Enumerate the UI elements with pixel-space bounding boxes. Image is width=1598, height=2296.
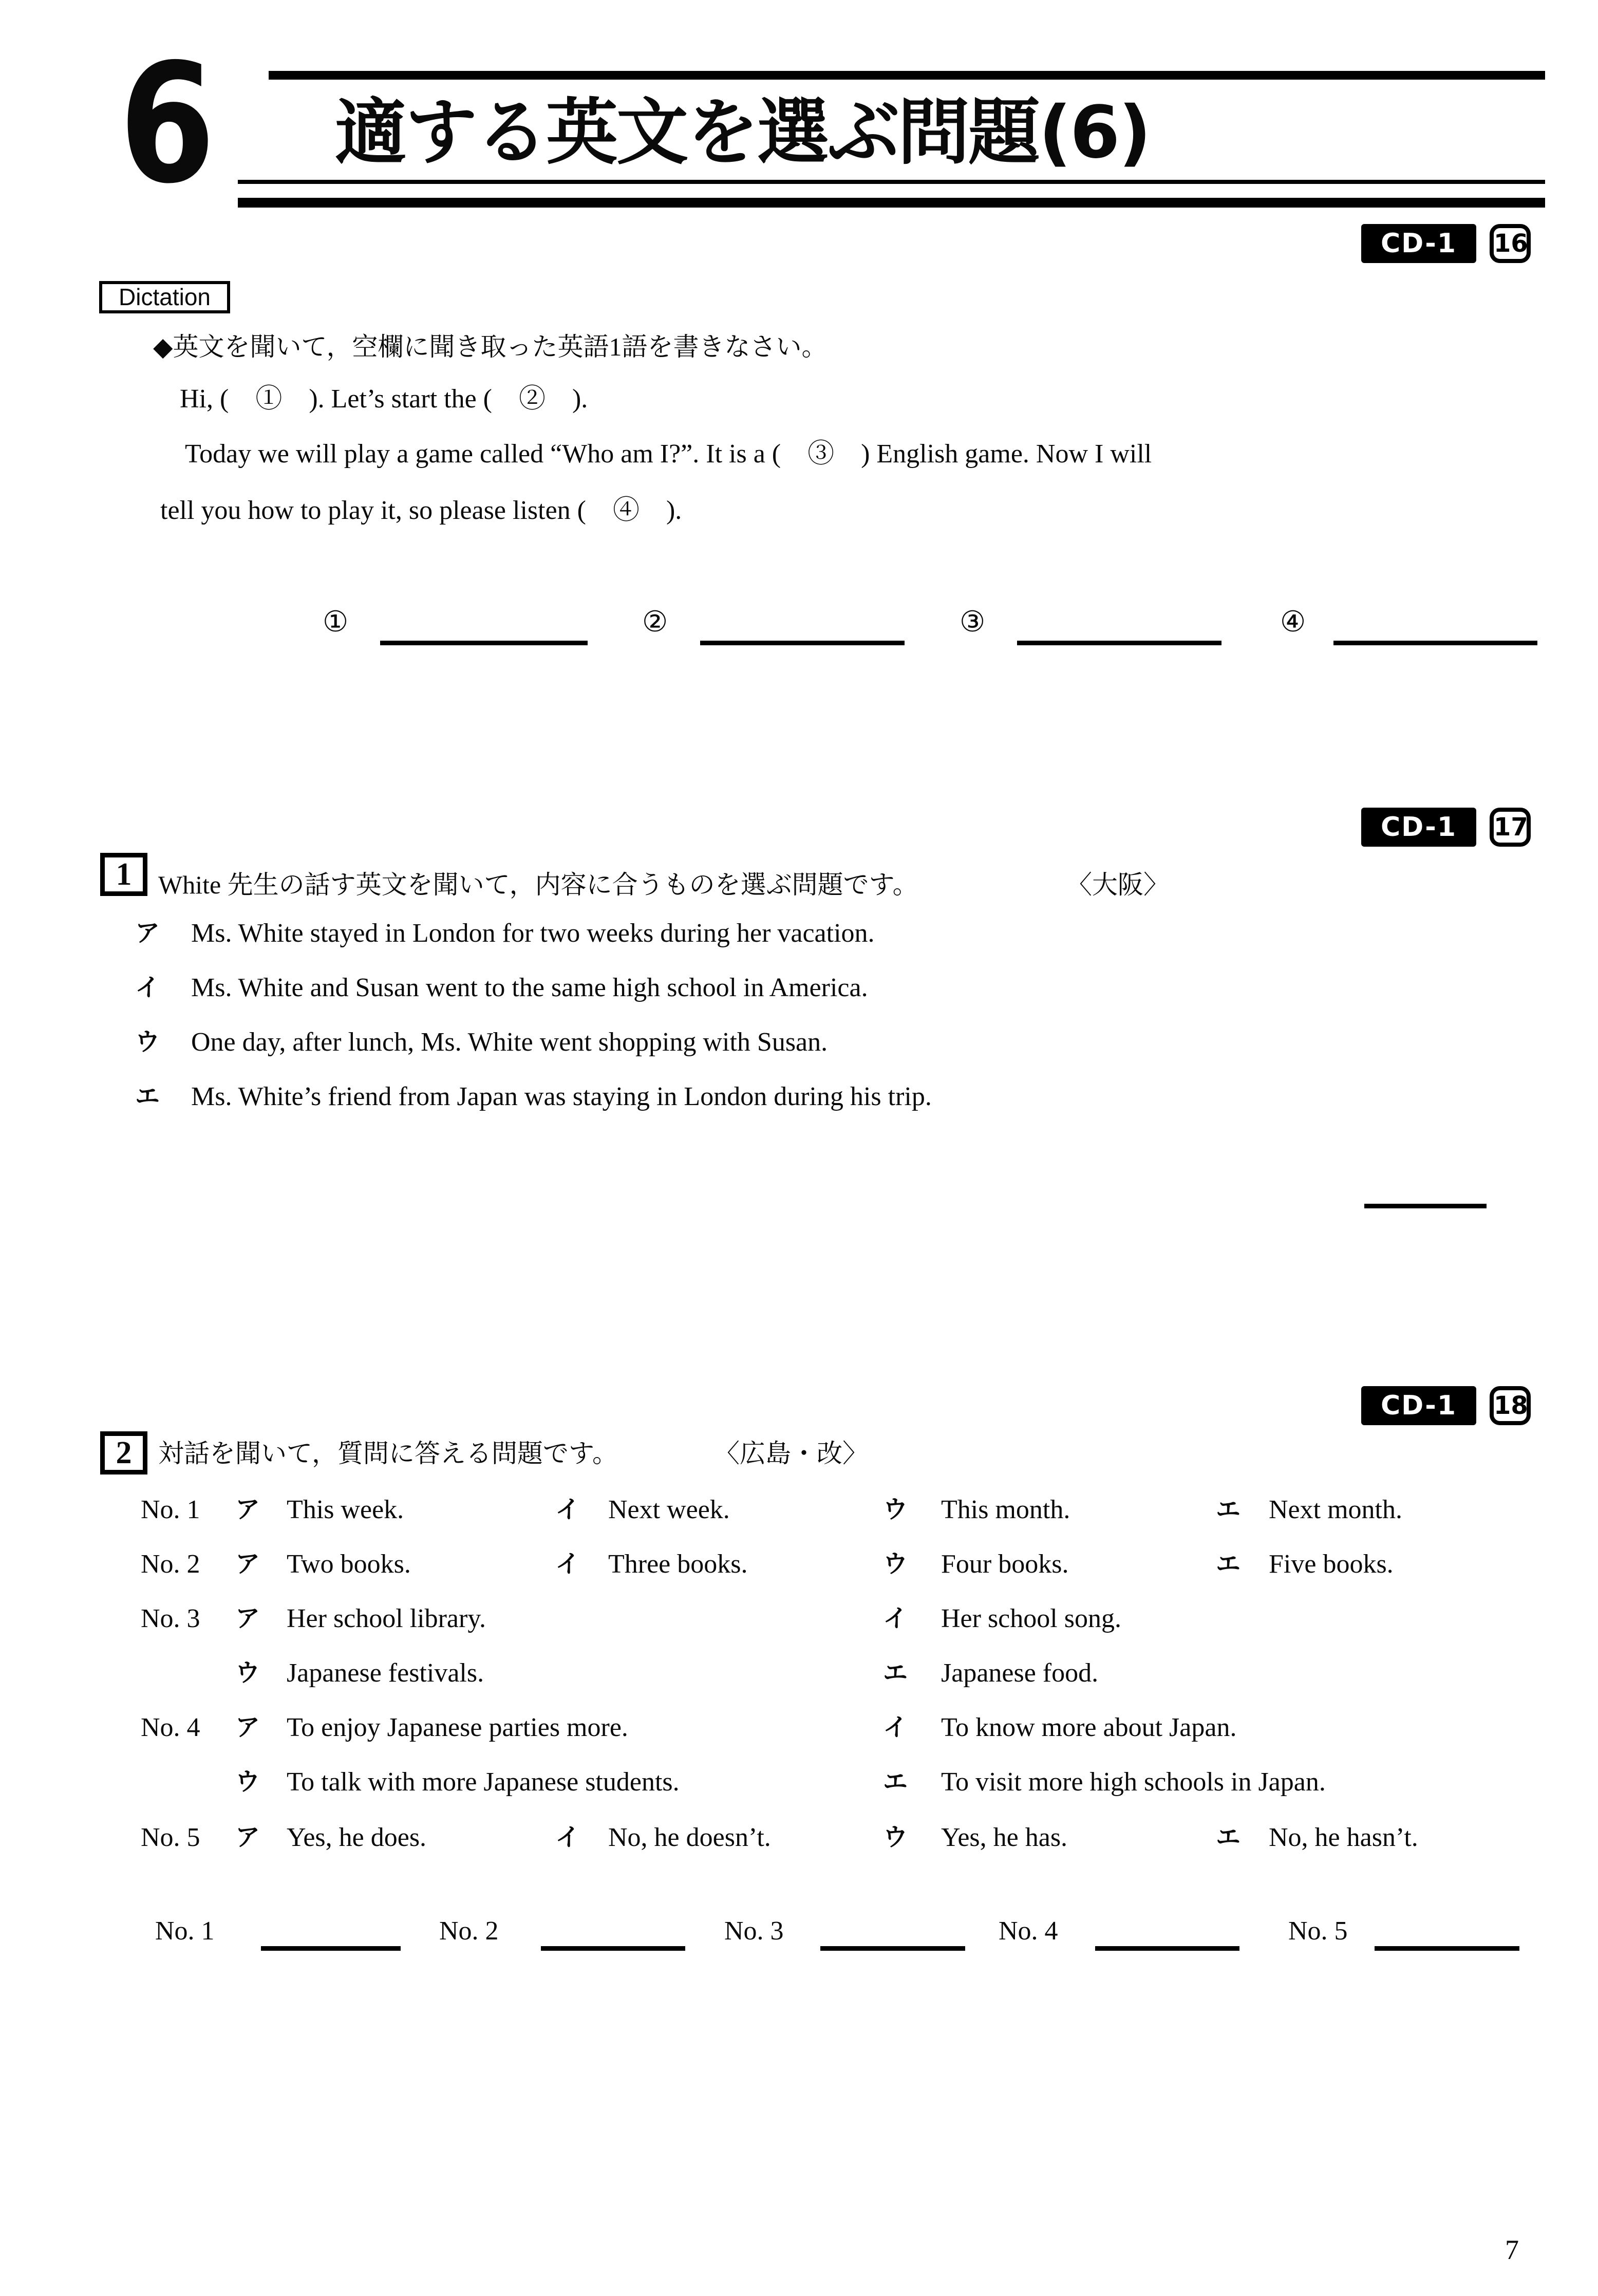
passage-line: Hi, ( ① ). Let’s start the ( ② ). (180, 384, 588, 414)
question-no: No. 1 (141, 1495, 200, 1524)
answer-blank-line (820, 1946, 965, 1951)
answer-label: No. 4 (999, 1916, 1058, 1946)
option-kana: エ (1216, 1823, 1241, 1852)
option-text: To know more about Japan. (941, 1713, 1237, 1742)
section1-source: 〈大阪〉 (1066, 870, 1169, 899)
answer-blank-line (261, 1946, 401, 1951)
option-text: Five books. (1269, 1550, 1394, 1579)
cd-badge (1361, 224, 1531, 263)
dictation-instruction: ◆英文を聞いて，空欄に聞き取った英語1語を書きなさい。 (153, 332, 828, 361)
option-text: Her school library. (287, 1604, 486, 1633)
option-text: One day, after lunch, Ms. White went shopping with Susan. (191, 1028, 828, 1057)
option-text: Her school song. (941, 1604, 1121, 1633)
option-kana: エ (883, 1767, 908, 1796)
option-text: This month. (941, 1495, 1070, 1524)
answer-blank-line (1017, 641, 1221, 645)
track-number: 18 (1490, 1386, 1531, 1425)
option-kana: ア (235, 1550, 260, 1578)
option-kana: ア (235, 1604, 260, 1633)
answer-slot-number: ③ (960, 606, 986, 638)
option-text: Japanese festivals. (287, 1658, 484, 1688)
question-no: No. 4 (141, 1713, 200, 1742)
answer-blank-line (1364, 1204, 1487, 1208)
cd-badge (1361, 808, 1531, 847)
answer-blank-line (1375, 1946, 1519, 1951)
cd-label: CD-1 (1361, 1386, 1476, 1425)
answer-label: No. 3 (724, 1916, 784, 1946)
option-text: Yes, he has. (941, 1823, 1068, 1852)
option-kana: ウ (235, 1658, 260, 1687)
answer-slot-number: ④ (1280, 606, 1306, 638)
option-kana: ウ (135, 1028, 160, 1056)
option-text: Four books. (941, 1550, 1069, 1579)
answer-label: No. 5 (1288, 1916, 1348, 1946)
option-text: To talk with more Japanese students. (287, 1767, 680, 1797)
cd-label: CD-1 (1361, 808, 1476, 847)
question-number-box: 1 (100, 853, 147, 896)
answer-blank-line (541, 1946, 685, 1951)
answer-blank-line (1333, 641, 1537, 645)
option-kana: イ (555, 1550, 580, 1578)
option-kana: エ (1216, 1495, 1241, 1524)
option-text: To visit more high schools in Japan. (941, 1767, 1326, 1797)
option-kana: イ (883, 1604, 908, 1633)
title-bar-top (269, 71, 1545, 80)
answer-blank-line (700, 641, 905, 645)
cd-label: CD-1 (1361, 224, 1476, 263)
option-kana: ウ (883, 1550, 908, 1578)
option-kana: ア (235, 1495, 260, 1524)
question-no: No. 2 (141, 1550, 200, 1579)
option-kana: ウ (883, 1495, 908, 1524)
section1-prompt: White 先生の話す英文を聞いて，内容に合うものを選ぶ問題です。 (158, 870, 918, 899)
option-kana: エ (135, 1082, 160, 1111)
option-kana: ア (235, 1713, 260, 1742)
title-rule-thin (238, 180, 1545, 184)
option-text: Two books. (287, 1550, 411, 1579)
option-text: To enjoy Japanese parties more. (287, 1713, 628, 1742)
option-text: Next week. (608, 1495, 730, 1524)
option-text: Ms. White’s friend from Japan was staying in London during his trip. (191, 1082, 932, 1111)
passage-line: tell you how to play it, so please listen ( ④ ). (160, 496, 682, 525)
question-no: No. 5 (141, 1823, 200, 1852)
cd-badge (1361, 1386, 1531, 1425)
page-title: 適する英文を選ぶ問題(6) (335, 91, 1150, 175)
option-kana: イ (555, 1495, 580, 1524)
answer-label: No. 2 (439, 1916, 499, 1946)
answer-slot-number: ② (642, 606, 668, 638)
question-number-box: 2 (100, 1431, 147, 1474)
option-text: No, he doesn’t. (608, 1823, 771, 1852)
option-text: Yes, he does. (287, 1823, 427, 1852)
track-number: 16 (1490, 224, 1531, 263)
option-kana: ウ (235, 1767, 260, 1796)
option-text: Ms. White stayed in London for two weeks during her vacation. (191, 919, 875, 948)
option-text: This week. (287, 1495, 404, 1524)
option-text: No, he hasn’t. (1269, 1823, 1418, 1852)
unit-number: 6 (119, 29, 216, 220)
answer-blank-line (380, 641, 588, 645)
page-number: 7 (1505, 2234, 1519, 2265)
answer-slot-number: ① (323, 606, 349, 638)
option-text: Japanese food. (941, 1658, 1099, 1688)
option-text: Three books. (608, 1550, 748, 1579)
section2-source: 〈広島・改〉 (714, 1439, 868, 1468)
track-number: 17 (1490, 808, 1531, 847)
option-kana: イ (555, 1823, 580, 1852)
option-kana: エ (883, 1658, 908, 1687)
passage-line: Today we will play a game called “Who am I?”. It is a ( ③ ) English game. Now I will (185, 439, 1152, 469)
option-text: Next month. (1269, 1495, 1402, 1524)
option-kana: イ (883, 1713, 908, 1742)
answer-label: No. 1 (155, 1916, 215, 1946)
question-no: No. 3 (141, 1604, 200, 1633)
dictation-label-box: Dictation (99, 281, 230, 313)
option-kana: ア (135, 919, 160, 947)
option-kana: エ (1216, 1550, 1241, 1578)
answer-blank-line (1095, 1946, 1239, 1951)
option-kana: イ (135, 973, 160, 1002)
option-kana: ウ (883, 1823, 908, 1852)
section2-prompt: 対話を聞いて，質問に答える問題です。 (158, 1439, 618, 1468)
option-text: Ms. White and Susan went to the same high school in America. (191, 973, 868, 1002)
option-kana: ア (235, 1823, 260, 1852)
title-rule-thick (238, 198, 1545, 208)
